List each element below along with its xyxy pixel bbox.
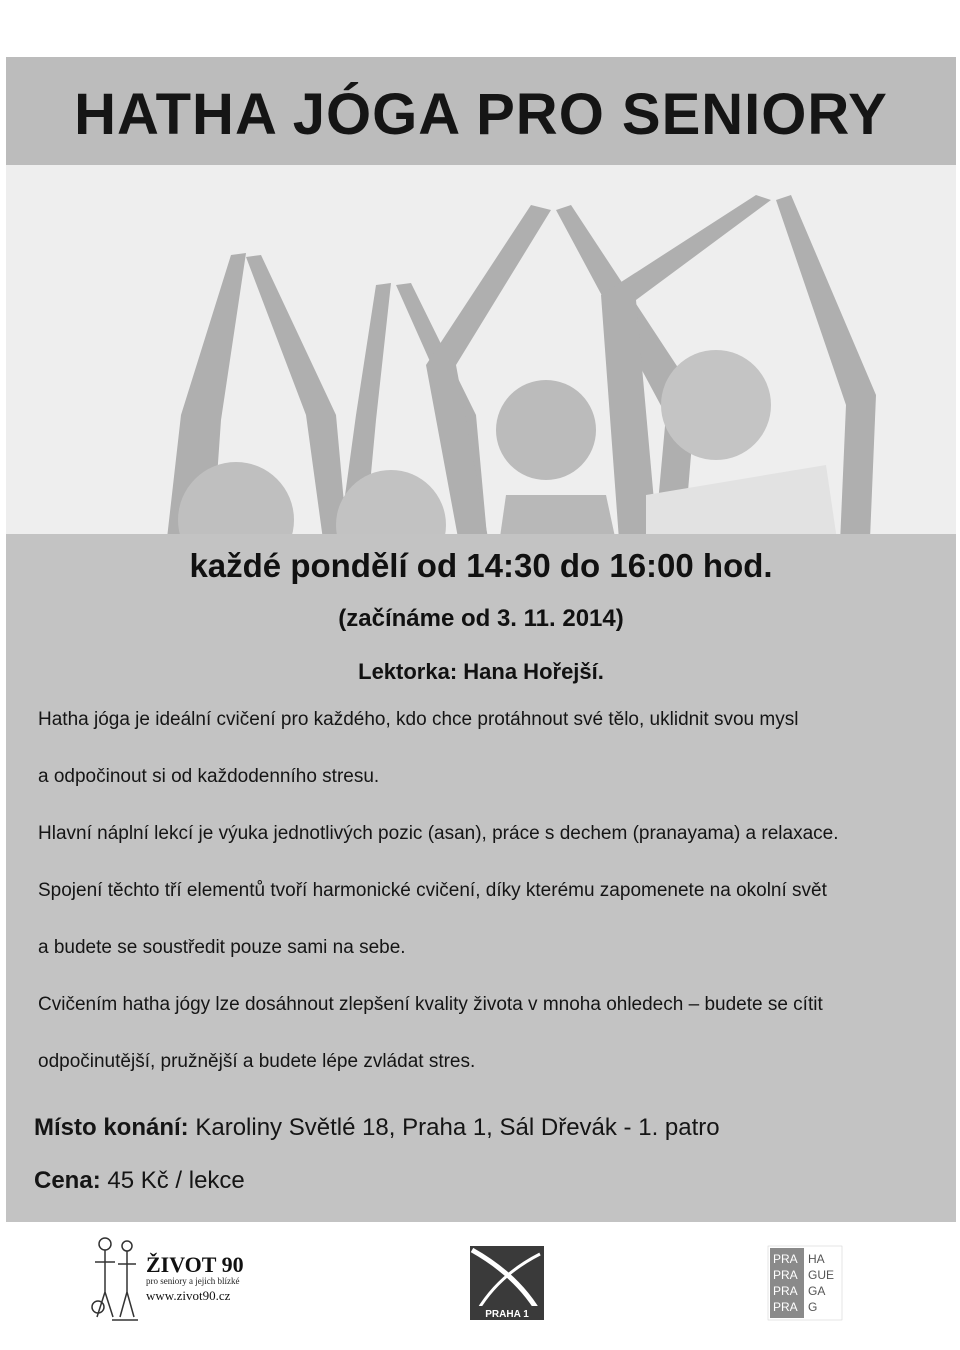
price-value: 45 Kč / lekce [100, 1167, 245, 1194]
sponsor-logos [0, 1222, 960, 1350]
poster [6, 57, 956, 1222]
schedule: každé pondělí od 14:30 do 16:00 hod. [189, 547, 773, 584]
paragraph-line: odpočinutější, pružnější a budete lépe zvládat stres. [38, 1051, 476, 1072]
start-date: (začínáme od 3. 11. 2014) [338, 605, 624, 632]
paragraph-line: a budete se soustředit pouze sami na sebe. [38, 937, 406, 958]
zivot90-figures-icon [92, 1238, 138, 1320]
paragraph-line: Cvičením hatha jógy lze dosáhnout zlepšení kvality života v mnoha ohledech – budete se cítit [38, 994, 823, 1015]
venue-label: Místo konání: [34, 1114, 189, 1141]
zivot90-name: ŽIVOT 90 [146, 1252, 244, 1277]
zivot90-url: www.zivot90.cz [146, 1288, 231, 1303]
praha1-label: PRAHA 1 [485, 1309, 529, 1320]
price-label: Cena: [34, 1167, 101, 1194]
venue-value: Karoliny Světlé 18, Praha 1, Sál Dřevák - 1. patro [188, 1114, 720, 1141]
prague-left-0: PRA [773, 1252, 798, 1266]
praha-prague-logo [768, 1246, 842, 1320]
prague-right-2: GA [808, 1284, 826, 1298]
poster-title: HATHA JÓGA PRO SENIORY [74, 82, 888, 147]
prague-right-0: HA [808, 1252, 825, 1266]
paragraph-line: Hatha jóga je ideální cvičení pro každého, kdo chce protáhnout své tělo, uklidnit svou mysl [38, 709, 799, 730]
prague-right-1: GUE [808, 1268, 835, 1282]
prague-left-2: PRA [773, 1284, 798, 1298]
paragraph-line: Hlavní náplní lekcí je výuka jednotlivých pozic (asan), práce s dechem (pranayama) a relaxace. [38, 823, 839, 844]
prague-right-3: G [808, 1300, 818, 1314]
venue [34, 1114, 939, 1142]
prague-left-1: PRA [773, 1268, 798, 1282]
praha1-logo [470, 1246, 544, 1320]
lecturer: Lektorka: Hana Hořejší. [358, 659, 604, 684]
paragraph-line: a odpočinout si od každodenního stresu. [38, 766, 380, 787]
zivot90-tagline: pro seniory a jejich blízké [146, 1276, 240, 1286]
price [34, 1167, 939, 1195]
paragraph-line: Spojení těchto tří elementů tvoří harmonické cvičení, díky kterému zapomenete na okolní svět [38, 880, 827, 901]
zivot90-logo [92, 1238, 244, 1320]
prague-left-3: PRA [773, 1300, 798, 1314]
